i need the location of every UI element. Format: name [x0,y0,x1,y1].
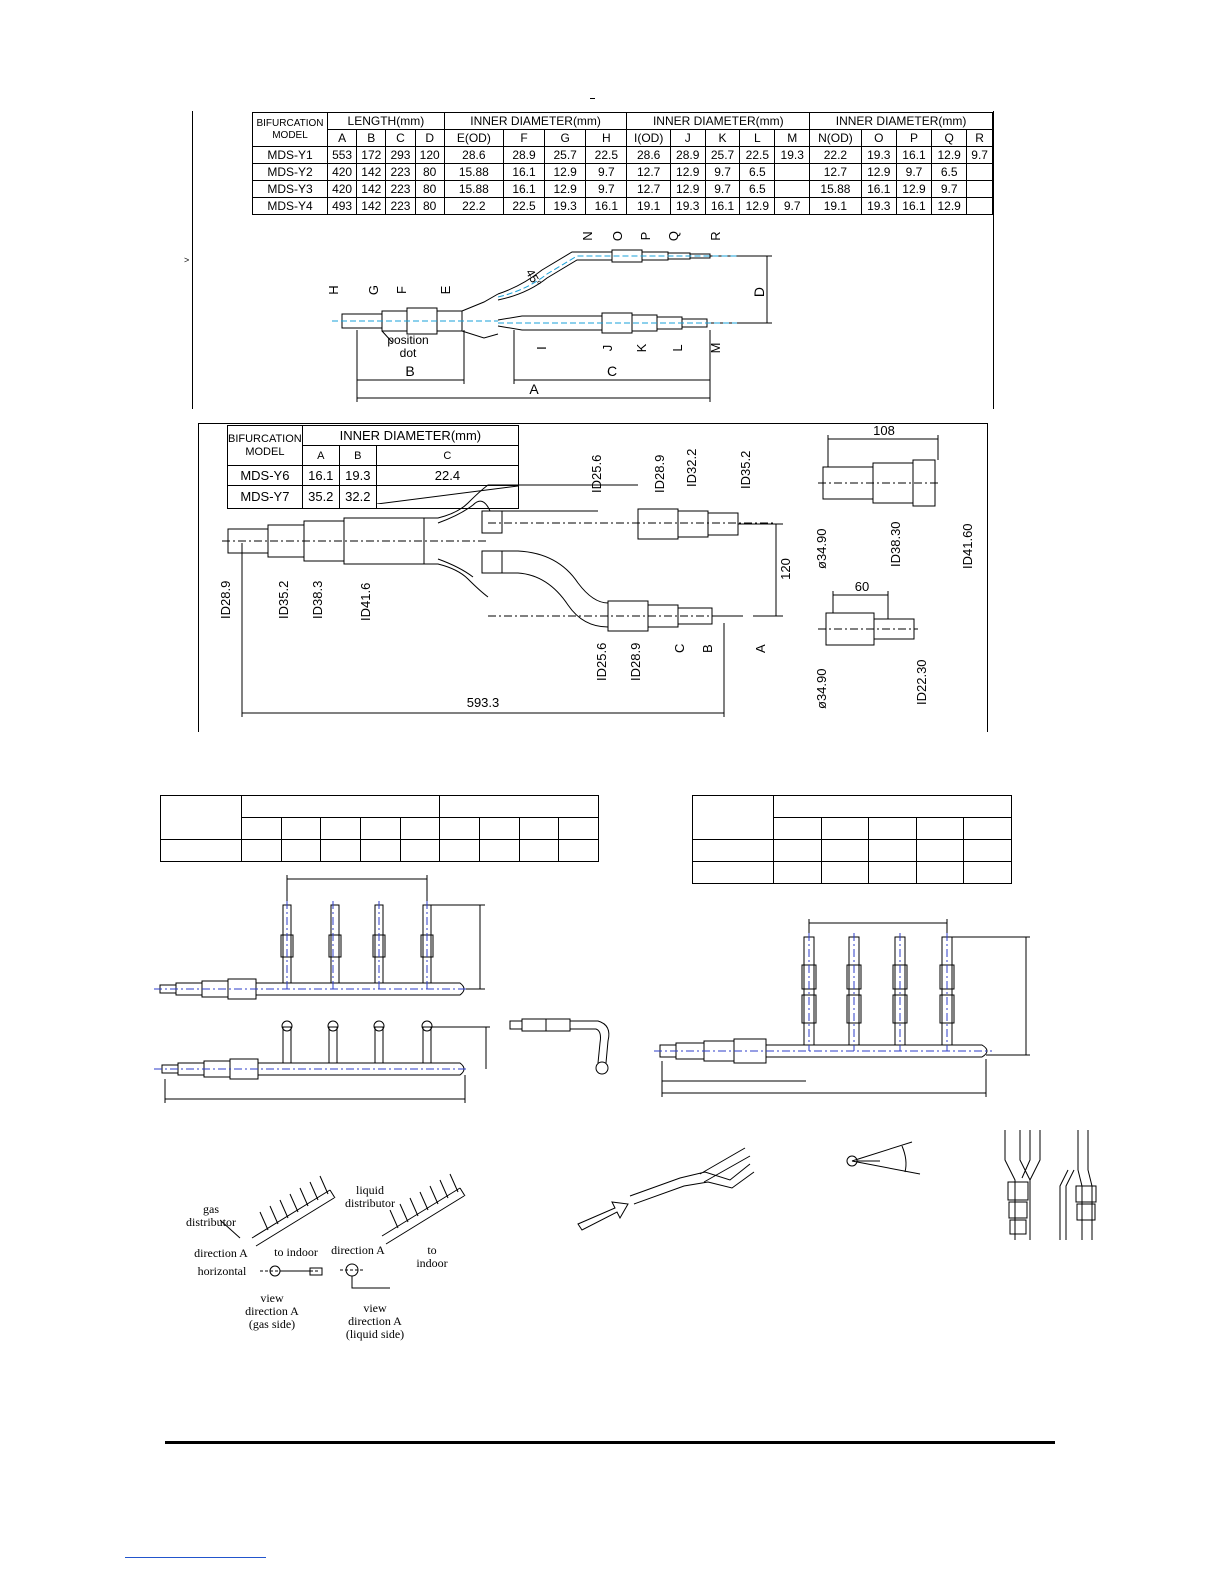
column-header: I(OD) [627,130,670,147]
dimension-label: ø34.90 [814,668,829,709]
bifurcation-diagram-2 [198,423,986,731]
model-header: BIFURCATION MODEL [253,113,328,147]
dim-593: 593.3 [466,695,500,710]
model-cell: MDS-Y3 [253,181,328,198]
column-header: P [896,130,931,147]
value-cell: 142 [357,181,386,198]
dimension-label: ID25.6 [589,454,604,493]
value-cell: 16.1 [586,198,627,215]
model-cell: MDS-Y1 [253,147,328,164]
value-cell: 9.7 [705,164,740,181]
value-cell: 223 [386,198,415,215]
value-cell: 32.2 [339,486,376,509]
value-cell: 19.3 [775,147,810,164]
dimension-label: ID22.30 [914,659,929,705]
column-header: K [705,130,740,147]
upper-branch [498,252,612,300]
value-cell: 12.9 [545,164,586,181]
value-cell: 16.1 [896,198,931,215]
value-cell: 12.9 [932,147,967,164]
value-cell: 420 [328,181,357,198]
column-header: D [415,130,444,147]
dim-120: 120 [778,558,793,580]
dimension-label: ID41.60 [960,523,975,569]
model-cell: MDS-Y4 [253,198,328,215]
dim-label-a: A [529,381,539,397]
value-cell: 19.3 [861,147,896,164]
diameter-letter: R [708,231,723,241]
value-cell: 223 [386,181,415,198]
to-indoor-label-1: to indoor [274,1245,318,1259]
value-cell [775,164,810,181]
value-cell: 22.5 [586,147,627,164]
value-cell: 19.1 [810,198,862,215]
column-header: R [967,130,993,147]
dimension-label: B [700,644,715,653]
diameter-letter: G [366,284,381,296]
group-header-length: LENGTH(mm) [328,113,445,130]
value-cell: 9.7 [775,198,810,215]
diameter-letter: M [708,342,723,354]
dimension-label: ID35.2 [276,580,291,619]
bifurcation-diagram-1 [192,220,992,410]
diameter-letter: P [638,231,653,241]
group-header-inner-2: INNER DIAMETER(mm) [627,113,810,130]
value-cell: 12.9 [670,164,705,181]
dimension-label: ID28.9 [218,580,233,619]
value-cell: 22.4 [376,466,518,486]
value-cell: 12.9 [861,164,896,181]
direction-a-label-1: direction A [194,1246,248,1260]
value-cell: 19.3 [670,198,705,215]
manifold-drawings [150,865,1050,1105]
diameter-letter: N [580,231,595,241]
empty-table-left [160,795,599,862]
value-cell: 12.9 [545,181,586,198]
diameter-letter: O [610,230,625,242]
value-cell: 16.1 [705,198,740,215]
value-cell: 12.9 [670,181,705,198]
dimension-label: ø34.90 [814,528,829,569]
table-row [253,164,993,181]
value-cell [967,164,993,181]
dim-60: 60 [854,579,870,594]
dimension-label: ID38.3 [310,580,325,619]
column-header: E(OD) [444,130,503,147]
value-cell: 172 [357,147,386,164]
value-cell: 28.6 [627,147,670,164]
value-cell: 28.9 [503,147,544,164]
value-cell: 22.2 [444,198,503,215]
value-cell: 19.1 [627,198,670,215]
value-cell: 35.2 [302,486,339,509]
value-cell: 12.7 [627,181,670,198]
value-cell: 293 [386,147,415,164]
letter-d: D [751,286,767,298]
value-cell: 15.88 [810,181,862,198]
value-cell: 25.7 [705,147,740,164]
value-cell: 12.7 [810,164,862,181]
dim-label-b: B [405,363,415,379]
value-cell: 16.1 [861,181,896,198]
liquid-distributor-label: liquid distributor [345,1183,395,1210]
value-cell: 223 [386,164,415,181]
column-header: L [740,130,775,147]
value-cell: 80 [415,164,444,181]
column-header: B [357,130,386,147]
value-cell [967,181,993,198]
diameter-letter: L [670,344,685,352]
diameter-letter: K [634,343,649,353]
value-cell: 28.6 [444,147,503,164]
footnote-rule [125,1557,266,1558]
view-liquid-label: view direction A (liquid side) [345,1301,405,1341]
value-cell: 9.7 [705,181,740,198]
footer-rule [165,1441,1055,1444]
value-cell: 15.88 [444,181,503,198]
to-indoor-label-2: to indoor [416,1243,448,1270]
value-cell: 19.3 [861,198,896,215]
column-header: A [302,446,339,466]
model-cell: MDS-Y2 [253,164,328,181]
column-header: H [586,130,627,147]
dimension-label: ID28.9 [628,642,643,681]
dimension-label: ID32.2 [684,448,699,487]
position-dot-label: position dot [387,333,429,360]
group-header-inner-diam: INNER DIAMETER(mm) [302,426,518,446]
value-cell: 22.5 [740,147,775,164]
value-cell: 16.1 [302,466,339,486]
table-row [253,181,993,198]
top-figure-dash [590,98,595,99]
value-cell: 9.7 [586,164,627,181]
value-cell: 6.5 [740,164,775,181]
value-cell: 142 [357,164,386,181]
value-cell: 120 [415,147,444,164]
column-header: C [376,446,518,466]
value-cell: 9.7 [896,164,931,181]
value-cell: 493 [328,198,357,215]
diameter-letter: Q [666,230,681,242]
column-header: F [503,130,544,147]
value-cell: 22.5 [503,198,544,215]
value-cell: 142 [357,198,386,215]
value-cell: 9.7 [586,181,627,198]
diameter-letter: H [326,285,341,295]
value-cell: 19.3 [339,466,376,486]
dimension-label: ID28.9 [652,454,667,493]
column-header: O [861,130,896,147]
column-header: B [339,446,376,466]
value-cell: 9.7 [967,147,993,164]
diameter-letter: F [394,286,409,294]
pipe-inlet-f [382,311,407,331]
diameter-letter: J [600,344,615,352]
horizontal-label: horizontal [197,1264,247,1278]
value-cell: 553 [328,147,357,164]
dimension-label: ID38.30 [888,521,903,567]
value-cell: 22.2 [810,147,862,164]
value-cell: 6.5 [740,181,775,198]
column-header: J [670,130,705,147]
value-cell: 420 [328,164,357,181]
dimension-label: ID41.6 [358,582,373,621]
value-cell: 16.1 [503,164,544,181]
value-cell: 12.9 [740,198,775,215]
dimension-label: ID25.6 [594,642,609,681]
column-header: C [386,130,415,147]
angle-45: 45° [522,266,545,290]
bifurcation-length-table [252,112,993,215]
group-header-inner-1: INNER DIAMETER(mm) [444,113,627,130]
pipe-joint [462,294,498,338]
value-cell: 80 [415,198,444,215]
top-figure-tick: > [184,255,190,265]
value-cell: 12.9 [896,181,931,198]
value-cell: 12.7 [627,164,670,181]
value-cell [775,181,810,198]
model-cell: MDS-Y6 [228,466,303,486]
column-header: Q [932,130,967,147]
table-row [253,147,993,164]
value-cell: 15.88 [444,164,503,181]
value-cell: 80 [415,181,444,198]
dimension-label: C [672,643,687,653]
table-row [253,198,993,215]
model-cell: MDS-Y7 [228,486,303,509]
dimension-label: A [753,644,768,653]
diameter-letter: E [438,285,453,295]
column-header: G [545,130,586,147]
value-cell: 25.7 [545,147,586,164]
value-cell: 16.1 [896,147,931,164]
gas-distributor-label: gas distributor [186,1202,236,1229]
view-gas-label: view direction A (gas side) [245,1291,299,1331]
dim-label-c: C [606,363,618,379]
value-cell: 12.9 [932,198,967,215]
diameter-letter: I [534,346,549,350]
value-cell: 9.7 [932,181,967,198]
value-cell: 19.3 [545,198,586,215]
dimension-label: ID35.2 [738,450,753,489]
value-cell [967,198,993,215]
value-cell: 6.5 [932,164,967,181]
column-header: A [328,130,357,147]
value-cell: 16.1 [503,181,544,198]
column-header: N(OD) [810,130,862,147]
group-header-inner-3: INNER DIAMETER(mm) [810,113,993,130]
value-cell: 28.9 [670,147,705,164]
dim-108: 108 [873,423,895,438]
model-header-2: BIFURCATION MODEL [228,426,303,466]
column-header: M [775,130,810,147]
direction-a-label-2: direction A [331,1243,385,1257]
